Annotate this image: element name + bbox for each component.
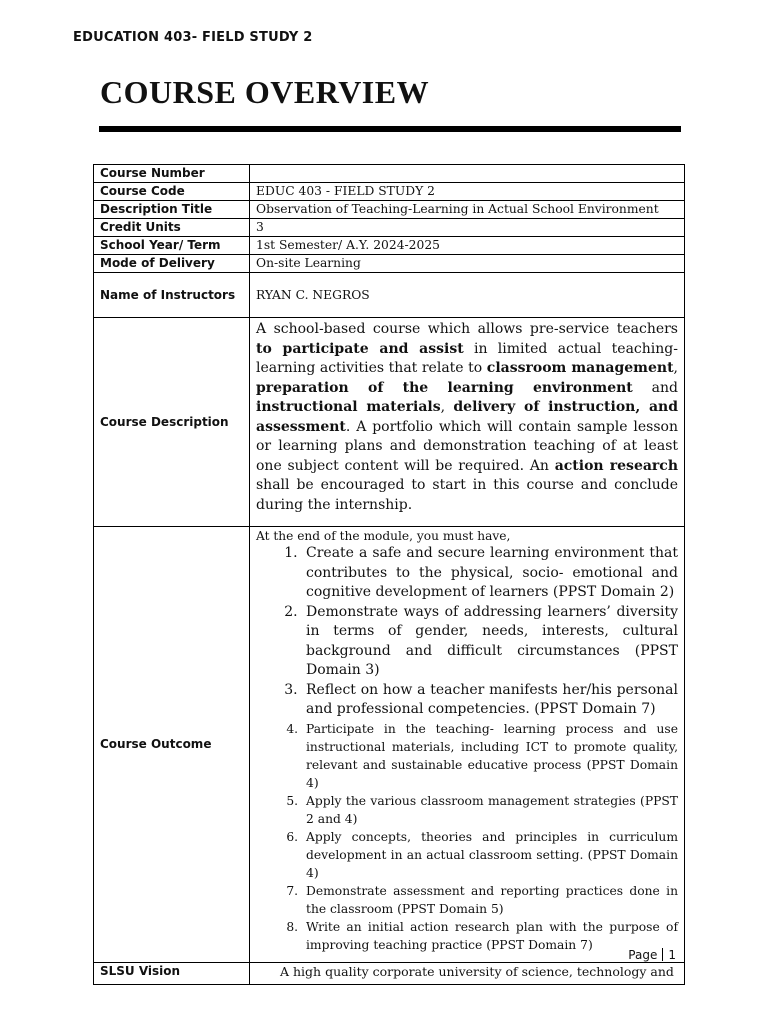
outcome-intro: At the end of the module, you must have, [256,529,511,543]
page-label: Page [628,948,658,962]
page-title: COURSE OVERVIEW [100,74,430,110]
table-row [94,183,685,201]
row-value: 1st Semester/ A.Y. 2024-2025 [250,237,685,255]
instructor-name: RYAN C. NEGROS [250,273,685,318]
course-outcome-label: Course Outcome [94,527,250,963]
page-footer [628,948,676,962]
course-outcome-content [250,527,685,963]
list-item: 8. Write an initial action research plan with the purpose of improving teaching practice (PPST Domain 7) [302,918,678,954]
row-label: Name of Instructors [94,273,250,318]
row-value: On-site Learning [250,255,685,273]
course-description-text: A school-based course which allows pre-service teachers to participate and assist in limited actual teaching-learning activities that relate to classroom management, preparation of the learning environment and instructional materials, delivery of instruction, and assessment. A portfolio which will contain sample lesson or learning plans and demonstration teaching of at least one subject content will be required. An action research shall be encouraged to start in this course and conclude during the internship. [250,318,685,527]
row-value: 3 [250,219,685,237]
table-row [94,201,685,219]
vision-text: A high quality corporate university of science, technology and [250,962,685,984]
list-item: 1. Create a safe and secure learning environment that contributes to the physical, socio- emotional and cognitive development of learners (PPST Domain 2) [302,544,678,603]
list-item: 2. Demonstrate ways of addressing learners’ diversity in terms of gender, needs, interests, cultural background and difficult circumstances (PPST Domain 3) [302,603,678,681]
row-label: Description Title [94,201,250,219]
vision-row [94,962,685,984]
course-overview-table [93,164,685,985]
table-row [94,273,685,318]
row-value: Observation of Teaching-Learning in Actual School Environment [250,201,685,219]
course-description-row [94,318,685,527]
table-row [94,255,685,273]
course-outcome-row [94,527,685,963]
list-item: 7. Demonstrate assessment and reporting practices done in the classroom (PPST Domain 5) [302,882,678,918]
row-label: School Year/ Term [94,237,250,255]
page-number: 1 [668,948,676,962]
table-row [94,237,685,255]
list-item: 3. Reflect on how a teacher manifests her/his personal and professional competencies. (PPST Domain 7) [302,681,678,720]
outcome-list [256,544,678,954]
list-item: 5. Apply the various classroom management strategies (PPST 2 and 4) [302,792,678,828]
list-item: 6. Apply concepts, theories and principles in curriculum development in an actual classroom setting. (PPST Domain 4) [302,828,678,882]
document-header: EDUCATION 403- FIELD STUDY 2 [73,30,313,45]
row-label: Course Number [94,165,250,183]
course-description-label: Course Description [94,318,250,527]
list-item: 4. Participate in the teaching- learning process and use instructional materials, including ICT to promote quality, relevant and sustainable educative process (PPST Domain 4) [302,720,678,792]
vision-label: SLSU Vision [94,962,250,984]
page-separator [662,948,663,961]
row-value [250,165,685,183]
row-label: Mode of Delivery [94,255,250,273]
row-value: EDUC 403 - FIELD STUDY 2 [250,183,685,201]
table-row [94,165,685,183]
title-divider [99,126,681,132]
table-row [94,219,685,237]
row-label: Course Code [94,183,250,201]
row-label: Credit Units [94,219,250,237]
